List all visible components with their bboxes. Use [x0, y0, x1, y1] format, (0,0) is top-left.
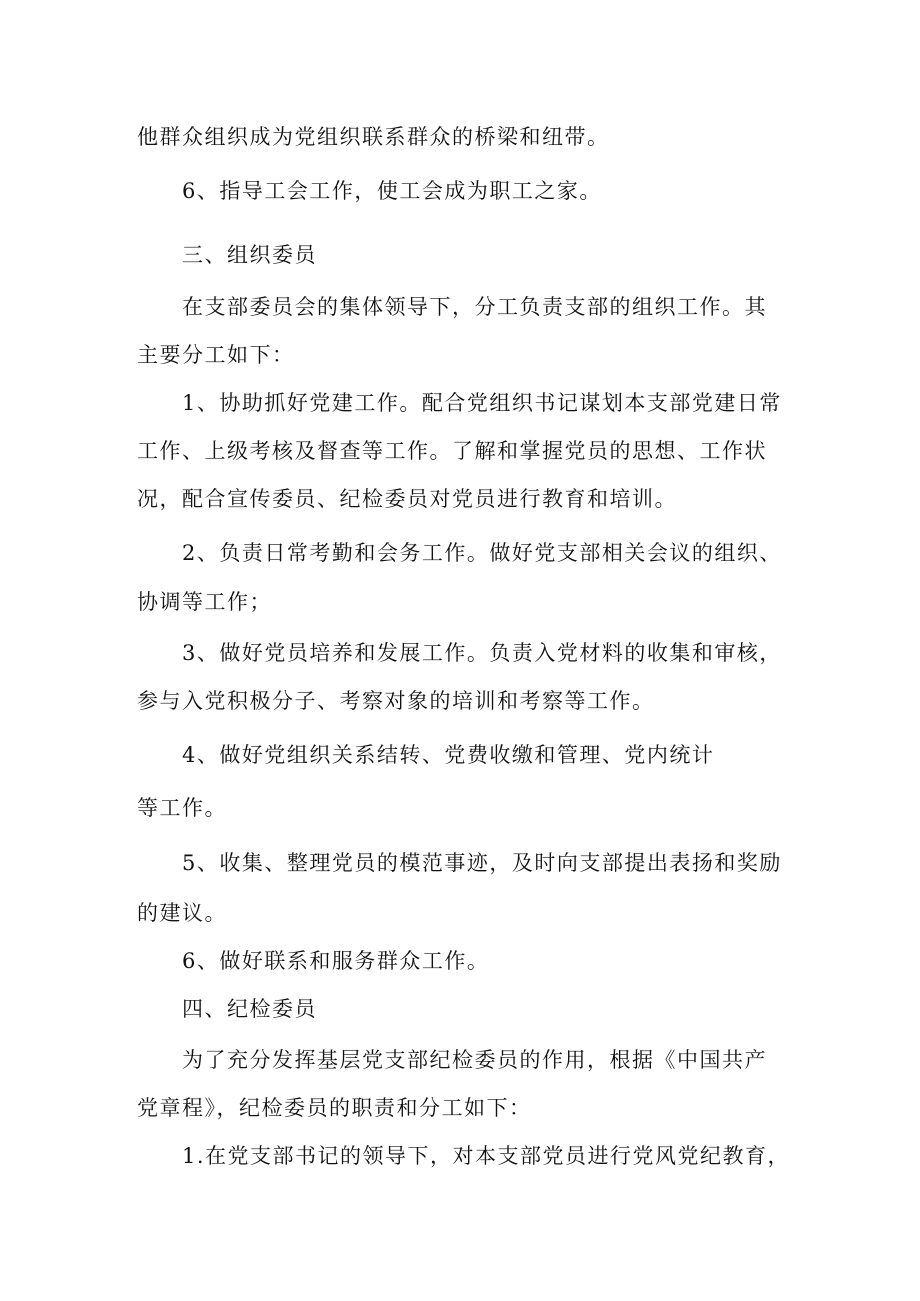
paragraph-line: 的建议。 — [137, 901, 227, 925]
paragraph-line: 参与入党积极分子、考察对象的培训和考察等工作。 — [137, 689, 655, 713]
section-heading: 四、纪检委员 — [182, 997, 317, 1021]
paragraph-line: 1、协助抓好党建工作。配合党组织书记谋划本支部党建日常 — [182, 391, 782, 415]
paragraph-line: 2、负责日常考勤和会务工作。做好党支部相关会议的组织、 — [182, 541, 782, 565]
paragraph-line: 他群众组织成为党组织联系群众的桥梁和纽带。 — [137, 125, 610, 149]
paragraph-line: 4、做好党组织关系结转、党费收缴和管理、党内统计 — [182, 743, 715, 767]
paragraph-line: 6、指导工会工作，使工会成为职工之家。 — [182, 179, 602, 203]
paragraph-line: 3、做好党员培养和发展工作。负责入党材料的收集和审核， — [182, 641, 782, 665]
paragraph-line: 6、做好联系和服务群众工作。 — [182, 949, 490, 973]
paragraph-line: 1.在党支部书记的领导下，对本支部党员进行党风党纪教育， — [182, 1144, 791, 1168]
paragraph-line: 工作、上级考核及督查等工作。了解和掌握党员的思想、工作状 — [137, 439, 767, 463]
paragraph-line: 在支部委员会的集体领导下，分工负责支部的组织工作。其 — [182, 295, 767, 319]
paragraph-line: 5、收集、整理党员的模范事迹，及时向支部提出表扬和奖励 — [182, 851, 782, 875]
paragraph-line: 为了充分发挥基层党支部纪检委员的作用，根据《中国共产 — [182, 1048, 767, 1072]
paragraph-line: 主要分工如下： — [137, 343, 295, 367]
paragraph-line: 等工作。 — [137, 796, 227, 820]
section-heading: 三、组织委员 — [182, 243, 317, 267]
paragraph-line: 党章程》，纪检委员的职责和分工如下： — [137, 1096, 532, 1120]
paragraph-line: 况，配合宣传委员、纪检委员对党员进行教育和培训。 — [137, 487, 677, 511]
paragraph-line: 协调等工作； — [137, 590, 272, 614]
